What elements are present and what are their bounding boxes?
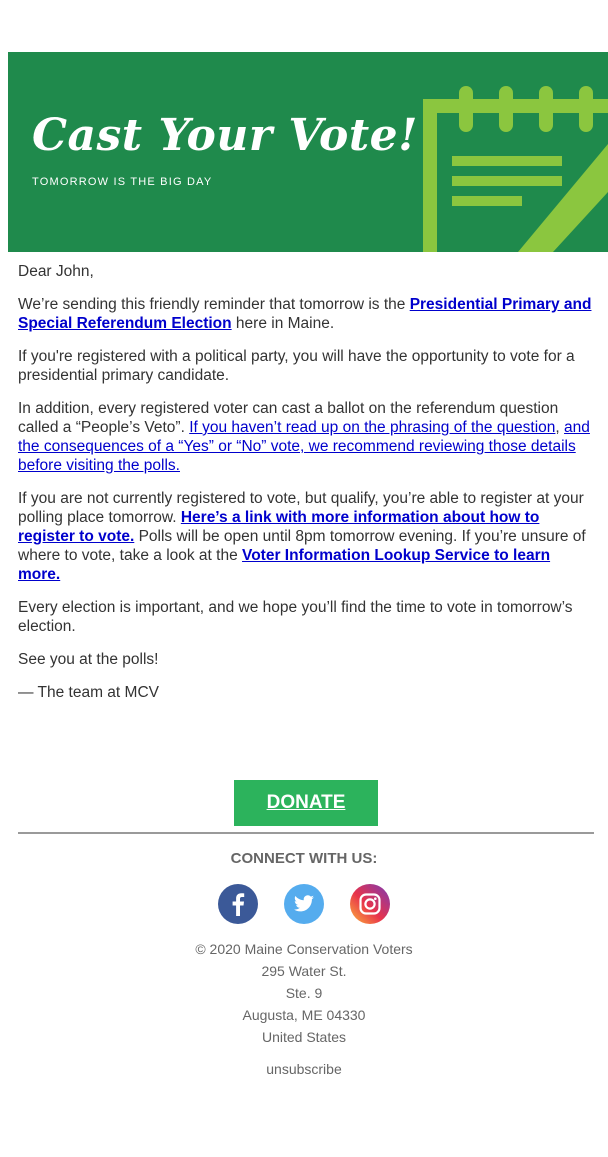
address-street: 295 Water St. [261, 963, 347, 979]
header-banner [8, 52, 608, 252]
paragraph-registration: If you are not currently registered to vote, but qualify, you’re able to register at your polling place tomorrow. Here’s a link with more information about how to register to vote. Polls will be open until 8pm tomorrow evening. If you’re unsure of where to vote, take a look at the Voter Information Lookup Service to learn more. [18, 490, 586, 583]
copyright: © 2020 Maine Conservation Voters [195, 941, 413, 957]
register-info-link[interactable]: Here’s a link with more information about how to register to vote. [18, 509, 540, 545]
twitter-icon[interactable] [283, 883, 325, 925]
greeting: Dear John, [18, 263, 94, 280]
paragraph-polls: See you at the polls! [18, 651, 159, 668]
instagram-icon[interactable] [349, 883, 391, 925]
donate-section [0, 780, 608, 826]
paragraph-referendum: In addition, every registered voter can cast a ballot on the referendum question called a “People’s Veto”. If you haven’t read up on the phrasing of the question, and the consequences of a “Yes” or “No” vote, we recommend reviewing those details before visiting the polls. [18, 400, 590, 474]
paragraph-importance: Every election is important, and we hope you’ll find the time to vote in tomorrow’s election. [18, 599, 573, 635]
address-suite: Ste. 9 [285, 985, 323, 1001]
paragraph-election: We’re sending this friendly reminder that tomorrow is the Presidential Primary and Special Referendum Election here in Maine. [18, 296, 592, 332]
election-link[interactable]: Presidential Primary and Special Referendum Election [18, 296, 592, 332]
footer-divider [18, 832, 594, 834]
address-city: Augusta, ME 04330 [242, 1007, 366, 1023]
vote-consequences-link[interactable]: and the consequences of a “Yes” or “No” vote, we recommend reviewing those details before visiting the polls. [18, 419, 590, 474]
question-phrasing-link[interactable]: If you haven’t read up on the phrasing of the question [189, 419, 556, 436]
signoff: — The team at MCV [18, 684, 159, 701]
banner-title: Cast Your Vote! [32, 110, 418, 161]
address-country: United States [261, 1029, 347, 1045]
connect-heading: CONNECT WITH US: [230, 850, 378, 867]
facebook-icon[interactable] [217, 883, 259, 925]
social-links [0, 883, 608, 925]
paragraph-party: If you're registered with a political party, you will have the opportunity to vote for a presidential primary candidate. [18, 348, 575, 384]
banner-subtitle: TOMORROW IS THE BIG DAY [32, 176, 213, 188]
unsubscribe-link[interactable]: unsubscribe [266, 1061, 342, 1077]
footer [0, 938, 608, 1080]
email-body [18, 262, 596, 716]
voter-lookup-link[interactable]: Voter Information Lookup Service to learn more. [18, 547, 551, 583]
donate-button[interactable]: DONATE [234, 780, 378, 826]
